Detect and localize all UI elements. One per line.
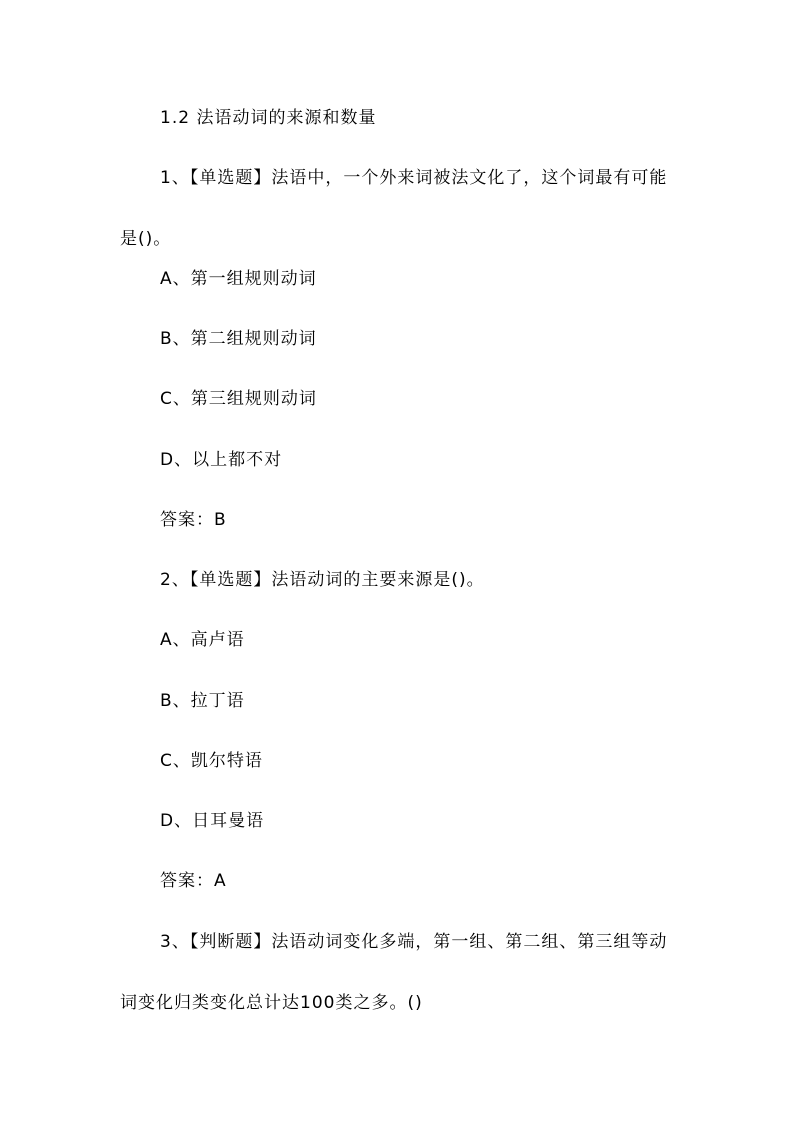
question-2-stem: 2、【单选题】法语动词的主要来源是()。 [160,570,485,590]
question-1-answer: 答案：B [160,510,227,530]
question-1-option-c: C、第三组规则动词 [160,389,317,409]
question-3-stem: 3、【判断题】法语动词变化多端，第一组、第二组、第三组等动词变化归类变化总计达100类之多。() [120,932,668,1013]
question-1-option-a: A、第一组规则动词 [160,269,317,289]
question-2-option-b: B、拉丁语 [160,691,245,711]
question-1-stem: 1、【单选题】法语中，一个外来词被法文化了，这个词最有可能是()。 [120,168,668,249]
question-1-option-b: B、第二组规则动词 [160,329,317,349]
question-1-option-d: D、以上都不对 [160,450,283,470]
question-2-answer: 答案：A [160,871,227,891]
question-2-option-c: C、凯尔特语 [160,751,263,771]
question-2-option-a: A、高卢语 [160,630,245,650]
section-title: 1.2 法语动词的来源和数量 [160,108,377,128]
question-2-option-d: D、日耳曼语 [160,811,265,831]
